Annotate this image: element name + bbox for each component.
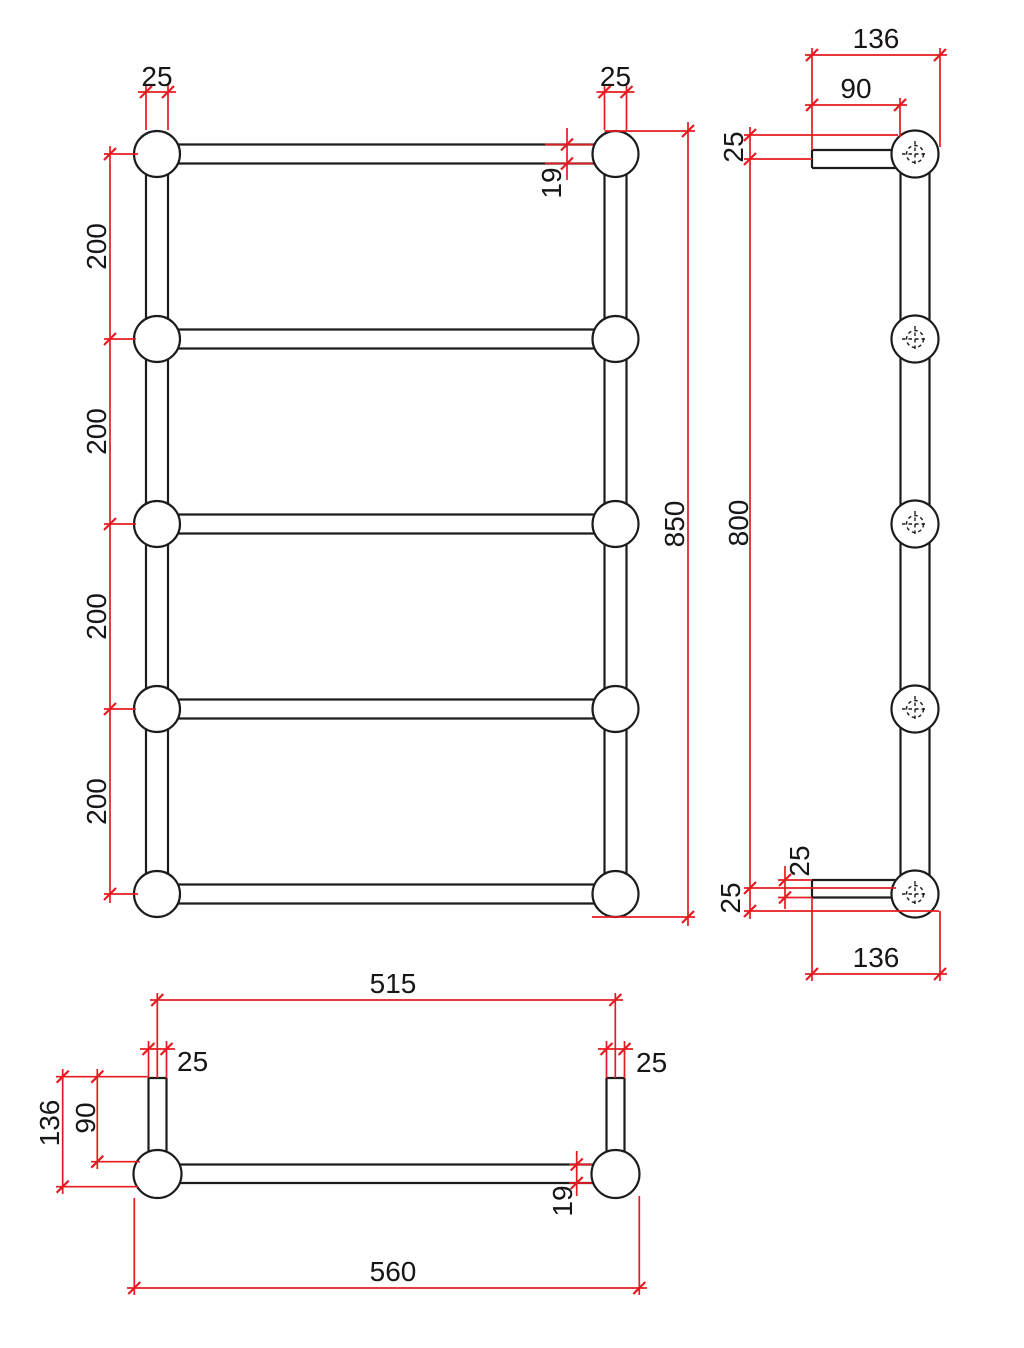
dim-label-side-depth-top: 136 [852, 23, 900, 54]
dim-side-arm-top [805, 73, 907, 137]
dim-label-side-depth-bottom: 136 [852, 942, 900, 973]
dim-label-side-centers-height: 800 [723, 499, 754, 547]
plan-view [34, 968, 667, 1295]
side-fixing-symbols [902, 141, 928, 907]
dim-plan-tube-right [598, 1041, 667, 1078]
dim-side-arm-dia [778, 845, 815, 909]
dim-label-front-overall-height: 850 [659, 500, 690, 548]
dim-label-side-radius-top: 25 [718, 131, 749, 163]
dim-label-plan-tube-left: 25 [177, 1046, 209, 1077]
dim-label-side-arm-top: 90 [840, 73, 872, 104]
dim-label-plan-tube-centers: 515 [369, 968, 417, 999]
dim-label-front-tube-right: 25 [599, 61, 632, 92]
dim-plan-arm [70, 1069, 140, 1169]
front-joint-spheres [134, 131, 639, 917]
dim-side-depth-top [805, 23, 947, 150]
dim-label-front-spacing-3: 200 [81, 593, 112, 640]
dim-label-plan-rail-dia: 19 [547, 1185, 578, 1217]
dim-label-front-rung-dia: 19 [536, 167, 567, 199]
dim-label-front-spacing-2: 200 [81, 408, 112, 455]
dim-front-tube-left [138, 61, 176, 130]
front-view [81, 61, 695, 926]
dim-label-front-tube-left: 25 [141, 61, 173, 92]
dim-label-side-arm-dia: 25 [784, 845, 815, 877]
dim-front-tube-right [597, 61, 635, 130]
dim-label-plan-depth: 136 [34, 1099, 65, 1147]
plan-structure-lines [149, 1078, 625, 1183]
dim-label-plan-arm: 90 [70, 1102, 101, 1134]
dim-plan-tube-left [140, 1041, 208, 1078]
dim-label-front-spacing-1: 200 [81, 223, 112, 270]
dim-label-plan-tube-right: 25 [636, 1047, 668, 1078]
dim-front-spacing-chain [81, 146, 138, 903]
dim-plan-tube-centers [150, 968, 623, 1078]
side-view [715, 23, 947, 981]
dim-label-plan-overall-width: 560 [369, 1256, 417, 1287]
dim-label-front-spacing-4: 200 [81, 778, 112, 825]
front-structure-lines [146, 145, 627, 904]
dim-label-side-radius-bottom: 25 [715, 882, 746, 914]
